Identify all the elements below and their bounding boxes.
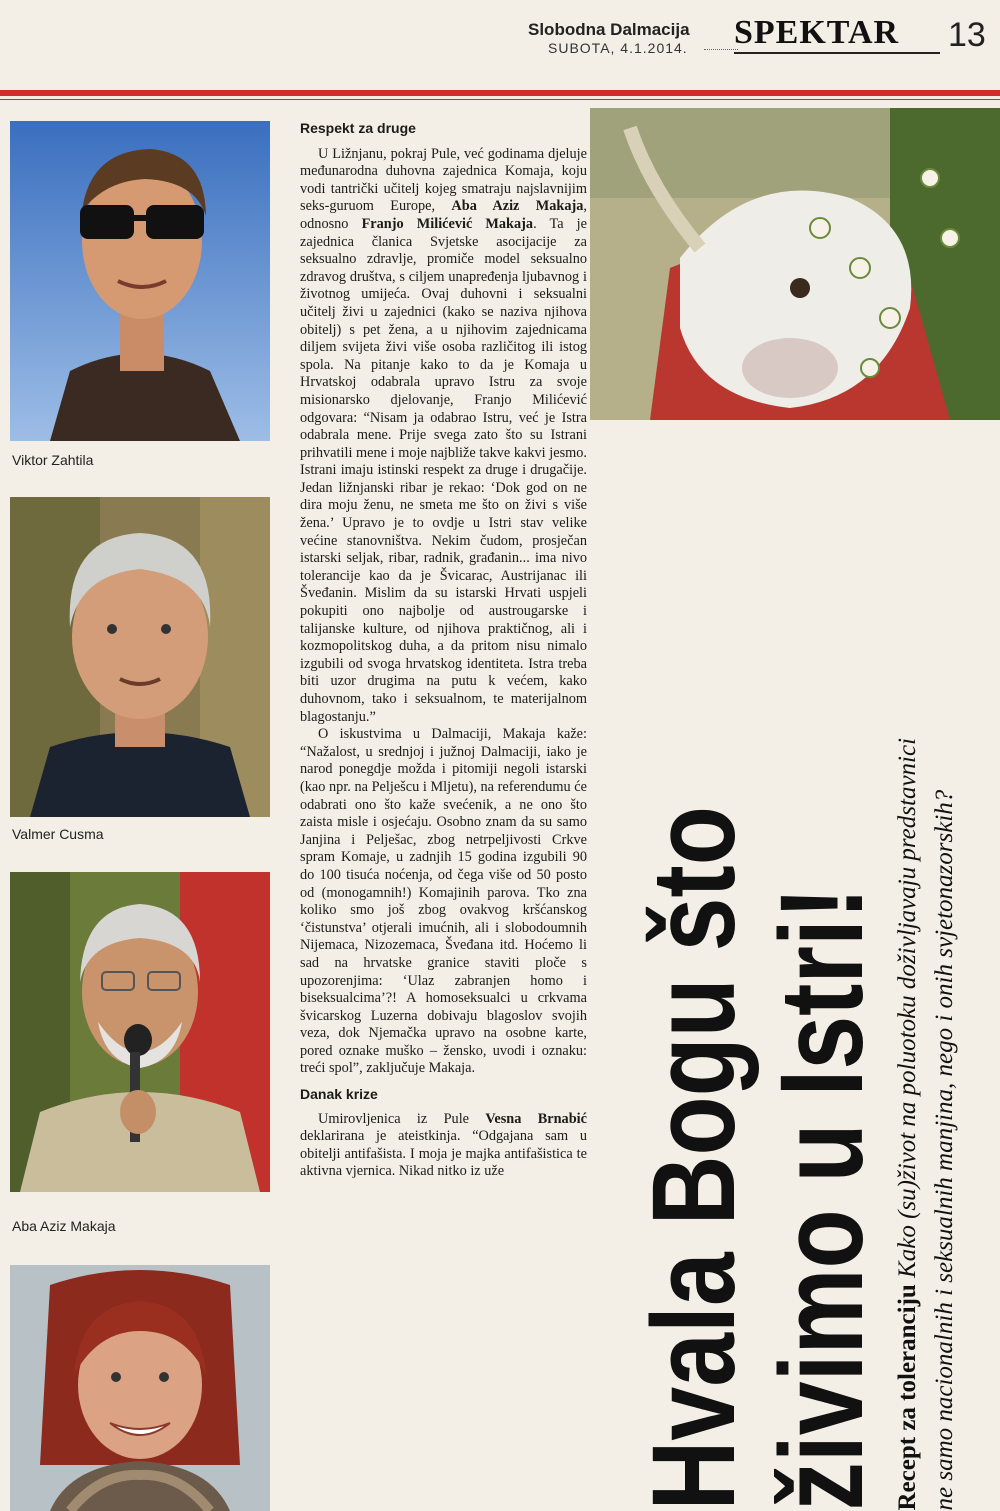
headline-block — [630, 430, 960, 1511]
newspaper-name: Slobodna Dalmacija — [528, 20, 690, 39]
portrait-grey-haired-man-icon — [10, 497, 270, 817]
goat-with-flower-wreath-photo-icon — [590, 108, 1000, 420]
portrait-woman-red-hair-icon — [10, 1265, 270, 1511]
article-subheading-2: Danak krize — [300, 1086, 378, 1103]
masthead — [0, 0, 1000, 88]
page-number: 13 — [948, 16, 986, 54]
deck-label: Recept za toleranciju — [894, 1284, 921, 1511]
highlighted-name-3: Vesna Brnabić — [485, 1110, 587, 1127]
headline-area — [590, 430, 1000, 1511]
article-body — [300, 120, 587, 1181]
photo-caption-3: Aba Aziz Makaja — [12, 1218, 116, 1234]
red-divider — [0, 90, 1000, 96]
highlighted-name-2: Franjo Milićević Makaja — [361, 215, 534, 232]
issue-date: SUBOTA, 4.1.2014. — [548, 40, 688, 56]
portrait-man-sunglasses-icon — [10, 121, 270, 441]
masthead-dotted-rule — [704, 49, 738, 50]
deck-line-2: ne samo nacionalnih i seksualnih manjina, nego i onih svjetonazorskih? — [931, 789, 958, 1511]
article-subheading-1: Respekt za druge — [300, 120, 416, 136]
section-underline — [734, 52, 940, 54]
red-divider-thin — [0, 99, 1000, 100]
photo-caption-2: Valmer Cusma — [12, 826, 104, 842]
headline-line-2: živimo u Istri! — [756, 886, 888, 1511]
portrait-man-microphone-icon — [10, 872, 270, 1192]
article-paragraph-2: O iskustvima u Dalmaciji, Makaja kaže: “Nažalost, u srednjoj i južnoj Dalmaciji, iako je narod ponegdje možda i pitomiji negoli istarski (kao npr. na Pelješcu i Mljetu), na referendumu će odabrati ono što kaže svećenik, a ne ono što zaista misle i osjećaju. Osobno znam da su samo Janjina i Pelješac, zbog netrpeljivosti Crkve spram Komaje, u zadnjih 15 godina izgubili 90 do 100 tisuća noćenja, od čega više od 50 posto od (monogamnih!) Komajinih parova. Tko zna koliko smo još zbog ovakvog kršćanskog ‘čistunstva’ otjerali imućnih, ali i slobodoumnih Nijemaca, Nizozemaca, Šveđana itd. Hoćemo li sad na hrvatske granice staviti ploče s upozorenjima: ‘Ulaz zabranjen homo i biseksualcima’?! A homoseksualci u crkvama švicarskog Luzerna dobivaju blagoslov svojih veza, dok Njemačka upravo na osobne karte, pored oznake muško – žensko, uvodi i oznaku: treći spol”, zaključuje Makaja. — [300, 726, 587, 1077]
deck-line-1: Recept za toleranciju Kako (su)život na poluotoku doživljavaju predstavnici — [894, 737, 921, 1511]
article-paragraph-3: Umirovljenica iz Pule Vesna Brnabić deklarirana je ateistkinja. “Odgajana sam u obitelji antifašista. I moja je majka antifašistica te aktivna vjernica. Nikad nitko iz uže — [300, 1110, 587, 1180]
highlighted-name-1: Aba Aziz Makaja — [451, 198, 584, 215]
headline-line-1: Hvala Bogu što — [628, 806, 760, 1511]
article-paragraph-1: U Ližnjanu, pokraj Pule, već godinama djeluje međunarodna duhovna zajednica Komaja, koju vodi tantrički učitelj kojeg smatraju najslavnijim seks-guruom Europe, Aba Aziz Makaja, odnosno Franjo Milićević Makaja. Ta je zajednica članica Svjetske asocijacije za seksualno zdravlje, promiče model seksualno zdravog društva, s ciljem unapređenja ljubavnog i životnog umijeća. Ovaj duhovni i seksualni učitelj živi u zajednici (kako se naziva njihova obitelj) s pet žena, a u njihovim zajednicama diljem svijeta živi više osoba različitog ili istog spola. Na pitanje kako to da je Komaja u Hrvatskoj odabrala upravo Istru za svoje misionarsko djelovanje, Franjo Milićević odgovara: “Nisam ja odabrao Istru, već je Istra odabrala mene. Prije svega zato što su Istrani prihvatili mene i moje najbliže takve kakvi jesmo. Istrani imaju istinski respekt za druge i drugačije. Jedan ližnjanski ribar je rekao: ‘Dok god on ne dira moju ženu, ne smeta me što on živi s više žena.’ Upravo je to ovdje u Istri stav velike većine stanovništva. Nekim čudom, prosječan istarski seljak, ribar, radnik, građanin... ima nivo tolerancije kao da je Švicarac, Austrijanac ili Šveđanin. Mislim da su istarski Hrvati uspjeli pokupiti ono najbolje od austrougarske i talijanske kulture, od njihova praktičnog, ali i kozmopolitskog duha, a da pritom nisu nimalo izgubili od svoga hrvatskog identiteta. Istra treba biti uzor drugima na putu k većem, kako duhovnom, tako i seksualnom, te materijalnom blagostanju.” — [300, 145, 587, 725]
photo-caption-1: Viktor Zahtila — [12, 452, 94, 468]
section-title: SPEKTAR — [734, 14, 900, 51]
